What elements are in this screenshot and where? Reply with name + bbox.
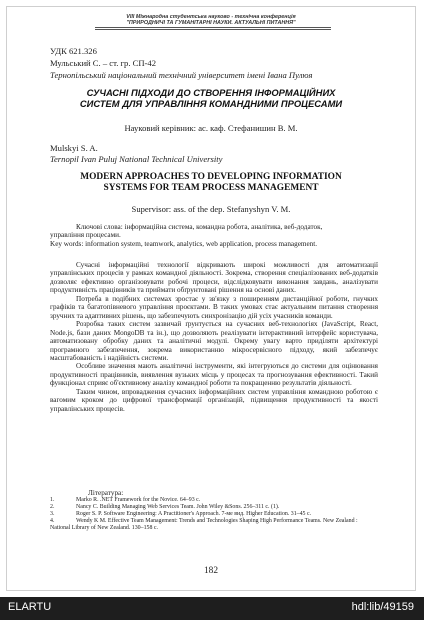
body-paragraph-1: Сучасні інформаційні технології відкривають широкі можливості для автоматизації управлінських процесів у рамках командної діяльності. Зокрема, створення спеціалізованих веб-додатків дозволяє ефективно організовувати робочі процеси, відслідковувати виконання завдань, аналізувати продуктивність працівників та приймати обґрунтовані рішення на основі даних.: [50, 261, 378, 295]
title-ua-line2: СИСТЕМ ДЛЯ УПРАВЛІННЯ КОМАНДНИМИ ПРОЦЕСАМИ: [79, 98, 343, 109]
conference-header-line2: "ПРИРОДНИЧІ ТА ГУМАНІТАРНІ НАУКИ. АКТУАЛЬНІ ПИТАННЯ": [126, 20, 296, 26]
body-paragraph-2: Потреба в подібних системах зростає у зв'язку з поширенням дистанційної роботи, гнучких графіків та багатопівневого управління проєктами. В таких умовах стає актуальним питання створення зручних та адаптивних рішень, що забезпечують синхронізацію дій усіх учасників команди.: [50, 294, 378, 320]
supervisor-en: Supervisor: ass. of the dep. Stefanyshyn V. M.: [131, 204, 291, 214]
keywords-ua-line1: Ключові слова: інформаційна система, командна робота, аналітика, веб-додаток,: [76, 223, 323, 231]
body-paragraph-5: Таким чином, впровадження сучасних інформаційних систем управління командною роботою є вагомим кроком до цифрової трансформації організацій, підвищення продуктивності та якості управлінських процесів.: [50, 387, 378, 413]
keywords-en: Key words: information system, teamwork, analytics, web application, process management.: [50, 240, 318, 248]
affiliation-en: Ternopil Ivan Puluj National Technical University: [50, 154, 223, 164]
title-en-line1: MODERN APPROACHES TO DEVELOPING INFORMATION: [80, 172, 342, 182]
reference-item: 4. Wendy K M. Effective Team Management: Trends and Technologies Shaping High Performance Teams. New Zealand : National Library of New Zealand. 130–158 с.: [50, 518, 358, 532]
article-body: [50, 261, 378, 413]
title-ua-line1: СУЧАСНІ ПІДХОДИ ДО СТВОРЕННЯ ІНФОРМАЦІЙНИХ: [86, 87, 336, 98]
supervisor-ua: Науковий керівник: ас. каф. Стефанишин В. М.: [124, 123, 298, 133]
conference-header-line1: VIII Міжнародна студентська науково - технічна конференція: [126, 14, 296, 20]
document-page: [6, 6, 416, 591]
author-en: Mulskyi S. A.: [50, 143, 98, 153]
references-heading: Література:: [88, 489, 124, 497]
header-rule-bottom: [95, 29, 331, 30]
udk-code: УДК 621.326: [50, 46, 97, 56]
reference-item: 3. Roger S. P. Software Engineering: A Practitioner's Approach. 7-ме вид. Higher Education. 31–45 с.: [50, 511, 312, 518]
body-paragraph-4: Особливе значення мають аналітичні інструменти, які інтегруються до системи для оцінювання продуктивності працівників, виявлення вузьких місць у процесах та прогнозування ефективності. Такий функціонал сприяє об'єктивному аналізу командної роботи та покращенню результатів діяльності.: [50, 362, 378, 388]
keywords-ua-line2: управління процесами.: [50, 231, 121, 240]
repository-name: ELARTU: [8, 601, 52, 613]
affiliation-ua: Тернопільський національний технічний університет імені Івана Пулюя: [50, 70, 313, 80]
handle-identifier: hdl:lib/49159: [351, 601, 414, 613]
header-rule-top: [95, 27, 331, 28]
reference-item: 2. Nancy C. Building Managing Web Services Team. John Wiley &Sons. 256–311 с. (1).: [50, 504, 280, 511]
reference-item: 1. Marko R. .NET Framework for the Novice. 64–93 с.: [50, 497, 201, 504]
keywords-ua: [50, 223, 378, 240]
body-paragraph-3: Розробка таких систем зазвичай ґрунтується на сучасних веб-технологіях (JavaScript, React, Node.js, бази даних MongoDB та ін.), що дозволяють реалізувати інтерактивний інтерфейс користувача, автоматизовану обробку даних та аналітичні модулі. Окрему увагу варто приділяти архітектурі програмного забезпечення, зокрема використанню мікросервісного підходу, який забезпечує масштабованість і надійність системи.: [50, 320, 378, 362]
author-ua: Мульський С. – ст. гр. СП-42: [50, 58, 157, 68]
references: [50, 489, 378, 532]
page-number: 182: [203, 566, 219, 576]
title-en-line2: SYSTEMS FOR TEAM PROCESS MANAGEMENT: [103, 183, 319, 193]
repository-footer-bar: [0, 597, 424, 620]
